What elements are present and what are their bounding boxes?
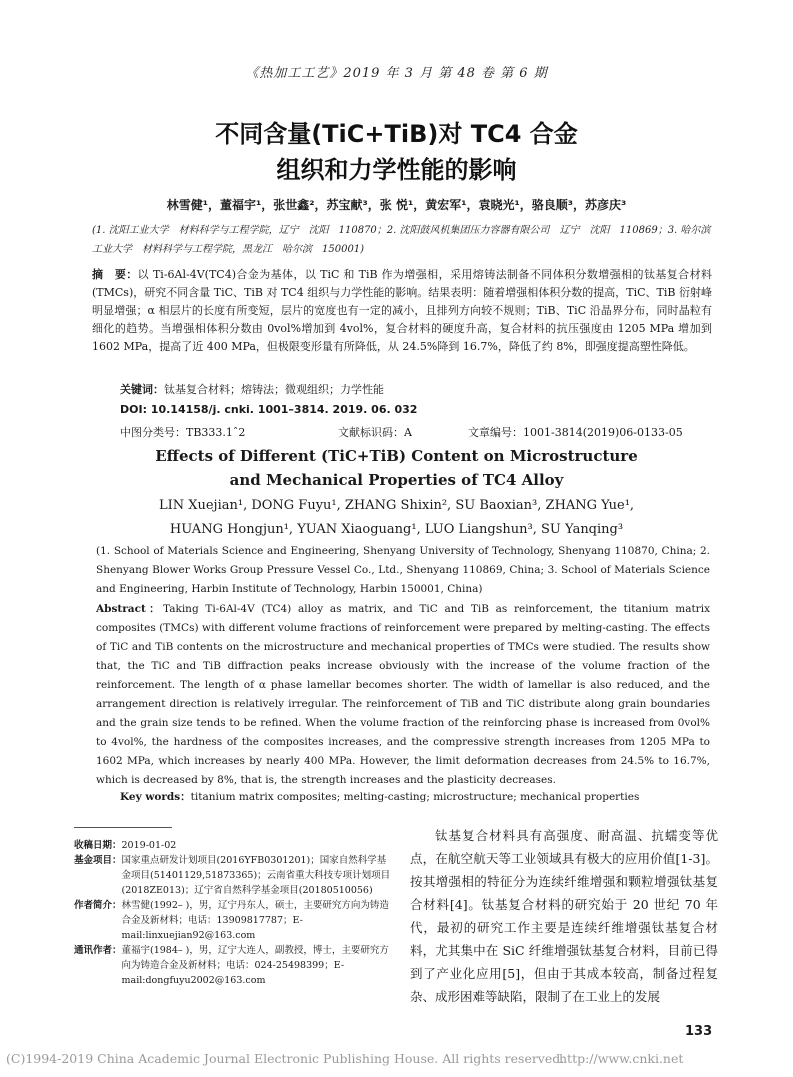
affiliations-chinese: (1. 沈阳工业大学 材料科学与工程学院，辽宁 沈阳 110870；2. 沈阳鼓风机集团压力容器有限公司 辽宁 沈阳 110869；3. 哈尔滨工业大学 材料科学与工程学院，黑龙江 哈尔滨 150001): [92, 225, 711, 255]
body-text-column: 钛基复合材料具有高强度、耐高温、抗蠕变等优点，在航空航天等工业领域具有极大的应用价值[1-3]。按其增强相的特征分为连续纤维增强和颗粒增强钛基复合材料[4]。钛基复合材料的研究始于 20 世纪 70 年代，最初的研究工作主要是连续纤维增强钛基复合材料，尤其集中在 SiC 纤维增强钛基复合材料，目前已得到了产业化应用[5]，但由于其成本较高，制备过程复杂、成形困难等缺陷，限制了在工业上的发展: [410, 828, 718, 1004]
document-code-label: 文献标识码：: [338, 426, 404, 439]
page-number: 133: [685, 1024, 713, 1039]
abstract-english: [96, 600, 710, 790]
document-code-value: A: [404, 426, 412, 439]
footnote-key: 作者简介：: [74, 900, 122, 911]
clc-value: TB333.1ˆ2: [186, 426, 246, 439]
title-chinese: [0, 116, 793, 188]
copyright-text: (C)1994-2019 China Academic Journal Electronic Publishing House. All rights reserved.: [6, 1051, 565, 1066]
title-zh-line1: 不同含量(TiC+TiB)对 TC4 合金: [215, 120, 578, 148]
abstract-zh-text: 以 Ti-6Al-4V(TC4)合金为基体，以 TiC 和 TiB 作为增强相，采用熔铸法制备不同体积分数增强相的钛基复合材料(TMCs)，研究不同含量 TiC、TiB 对 TC4 组织与力学性能的影响。结果表明：随着增强相体积分数的提高，TiC、TiB 衍射峰明显增强；α 相层片的长度有所变短，层片的宽度也有一定的减小，且排列方向较不规则；TiB、TiC 沿晶界分布，同时晶粒有细化的趋势。当增强相体积分数由 0vol%增加到 4vol%，复合材料的硬度升高，复合材料的抗压强度由 1205 MPa 增加到 1602 MPa，提高了近 400 MPa，但极限变形量有所降低，从 24.5%降到 16.7%，降低了约 8%，即强度提高塑性降低。: [92, 268, 712, 353]
keywords-zh-text: 钛基复合材料；熔铸法；微观组织；力学性能: [164, 383, 384, 396]
footnote-key: 通讯作者：: [74, 945, 122, 956]
footnote-value: 董福宇(1984– )，男，辽宁大连人，副教授，博士，主要研究方向为铸造合金及新材料；电话：024-25498399；E-mail:dongfuyu2002@163.com: [121, 945, 389, 986]
journal-header: 《热加工工艺》2019 年 3 月 第 48 卷 第 6 期: [245, 66, 548, 81]
footnote-funding: [74, 853, 394, 898]
copyright-footer: [6, 1051, 786, 1066]
footnotes: [74, 838, 394, 988]
footnote-corresponding: [74, 943, 394, 988]
footnote-author-bio: [74, 898, 394, 943]
footnote-received: [74, 838, 394, 853]
authors-chinese: 林雪健¹，董福宇¹，张世鑫²，苏宝献³，张 悦¹，黄宏军¹，袁晓光¹，骆良顺³，苏彦庆³: [166, 198, 627, 212]
article-number-label: 文章编号：: [468, 426, 523, 439]
footnote-value: 2019-01-02: [121, 840, 177, 851]
clc-label: 中图分类号：: [120, 426, 186, 439]
abstract-en-label: Abstract：: [96, 603, 164, 615]
authors-en-line2: HUANG Hongjun¹, YUAN Xiaoguang¹, LUO Liangshun³, SU Yanqing³: [169, 522, 624, 537]
keywords-en-text: titanium matrix composites; melting-casting; microstructure; mechanical properties: [190, 791, 640, 803]
affiliations-english: (1. School of Materials Science and Engineering, Shenyang University of Technology, Shenyang 110870, China; 2. Shenyang Blower Works Group Pressure Vessel Co., Ltd., Shenyang 110869, China; 3. School of Materials Science and Engineering, Harbin Institute of Technology, Harbin 150001, China): [96, 545, 710, 595]
title-zh-line2: 组织和力学性能的影响: [276, 156, 517, 184]
abstract-chinese: [92, 266, 712, 356]
authors-english: [0, 494, 793, 542]
article-number-value: 1001-3814(2019)06-0133-05: [523, 426, 683, 439]
footnote-key: 收稿日期：: [74, 840, 122, 851]
clc-number: [120, 424, 245, 440]
authors-en-line1: LIN Xuejian¹, DONG Fuyu¹, ZHANG Shixin², SU Baoxian³, ZHANG Yue¹,: [158, 498, 635, 513]
footnote-divider: [74, 827, 172, 828]
footer-url[interactable]: http://www.cnki.net: [559, 1051, 684, 1066]
keywords-chinese: [120, 381, 384, 397]
doi: DOI: 10.14158/j. cnki. 1001–3814. 2019. 06. 032: [120, 403, 418, 416]
keywords-english: [120, 789, 639, 804]
keywords-en-label: Key words：: [120, 791, 191, 803]
footnote-value: 国家重点研发计划项目(2016YFB0301201)；国家自然科学基金项目(51401129,51873365)；云南省重大科技专项计划项目(2018ZE013)；辽宁省自然科学基金项目(20180510056): [121, 855, 391, 896]
title-en-line2: and Mechanical Properties of TC4 Alloy: [229, 471, 564, 489]
title-english: [0, 444, 793, 492]
footnote-key: 基金项目：: [74, 855, 122, 866]
title-en-line1: Effects of Different (TiC+TiB) Content on Microstructure: [155, 447, 638, 465]
abstract-zh-label: 摘 要：: [92, 268, 138, 281]
footnote-value: 林雪健(1992– )，男，辽宁丹东人，硕士，主要研究方向为铸造合金及新材料；电话：13909817787；E-mail:linxuejian92@163.com: [121, 900, 389, 941]
keywords-zh-label: 关键词：: [120, 383, 164, 396]
abstract-en-text: Taking Ti-6Al-4V (TC4) alloy as matrix, and TiC and TiB as reinforcement, the titanium matrix composites (TMCs) with different volume fractions of reinforcement were prepared by melting-casting. The effects of TiC and TiB contents on the microstructure and mechanical properties of TMCs were studied. The results show that, the TiC and TiB diffraction peaks increase obviously with the increase of the volume fraction of the reinforcement. The length of α phase lamellar becomes shorter. The width of lamellar is also reduced, and the arrangement direction is relatively irregular. The reinforcement of TiB and TiC distribute along grain boundaries and the grain size tends to be refined. When the volume fraction of the reinforcing phase is increased from 0vol% to 4vol%, the hardness of the composites increases, and the compressive strength increases from 1205 MPa to 1602 MPa, which increases by nearly 400 MPa. However, the limit deformation decreases from 24.5% to 16.7%, which is decreased by 8%, that is, the strength increases and the plasticity decreases.: [96, 603, 710, 786]
article-number: [468, 424, 683, 440]
document-code: [338, 424, 412, 440]
